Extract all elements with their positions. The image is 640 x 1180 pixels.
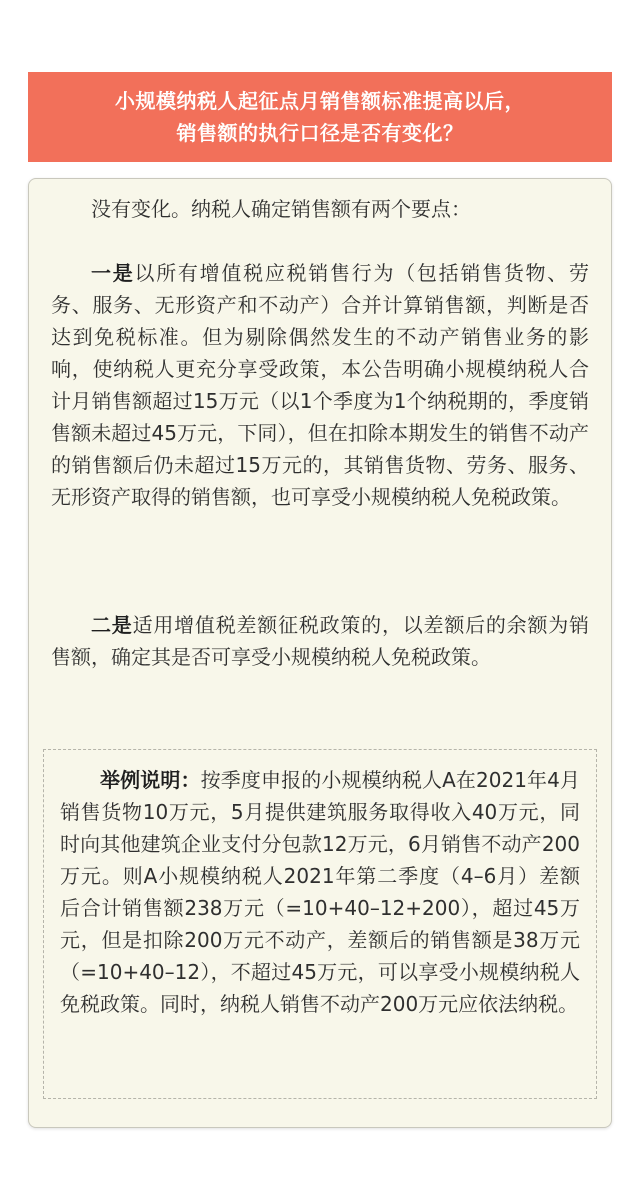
point-one-paragraph (51, 257, 589, 513)
title-line-1: 小规模纳税人起征点月销售额标准提高以后， (115, 89, 525, 113)
point-one-lead: 一是 (91, 261, 135, 285)
example-paragraph (60, 764, 580, 1020)
point-two-text: 适用增值税差额征税政策的，以差额后的余额为销售额，确定其是否可享受小规模纳税人免税政策。 (51, 613, 590, 669)
title-line-2: 销售额的执行口径是否有变化？ (176, 121, 464, 145)
example-box (43, 749, 597, 1099)
example-text: 按季度申报的小规模纳税人A在2021年4月销售货物10万元，5月提供建筑服务取得收入40万元，同时向其他建筑企业支付分包款12万元，6月销售不动产200万元。则A小规模纳税人2021年第二季度（4–6月）差额后合计销售额238万元（=10+40–12+200），超过45万元，但是扣除200万元不动产，差额后的销售额是38万元（=10+40–12），不超过45万元，可以享受小规模纳税人免税政策。同时，纳税人销售不动产200万元应依法纳税。 (60, 768, 581, 1016)
point-two-lead: 二是 (91, 613, 133, 637)
answer-card (28, 178, 612, 1128)
example-lead: 举例说明： (100, 768, 201, 792)
point-two-paragraph (51, 609, 589, 673)
title-banner (28, 72, 612, 162)
intro-paragraph: 没有变化。纳税人确定销售额有两个要点： (91, 197, 471, 221)
point-one-text: 以所有增值税应税销售行为（包括销售货物、劳务、服务、无形资产和不动产）合并计算销售额，判断是否达到免税标准。但为剔除偶然发生的不动产销售业务的影响，使纳税人更充分享受政策，本公告明确小规模纳税人合计月销售额超过15万元（以1个季度为1个纳税期的，季度销售额未超过45万元，下同），但在扣除本期发生的销售不动产的销售额后仍未超过15万元的，其销售货物、劳务、服务、无形资产取得的销售额，也可享受小规模纳税人免税政策。 (51, 261, 590, 509)
